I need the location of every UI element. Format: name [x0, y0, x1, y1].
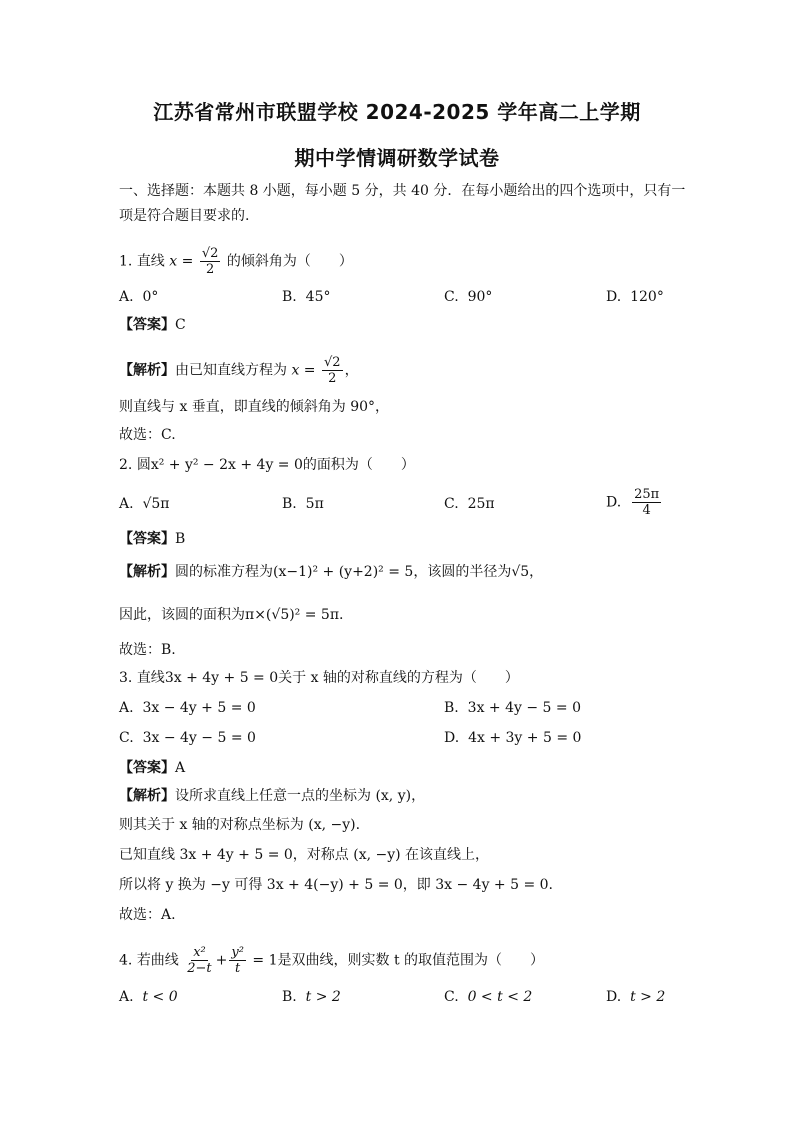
question-4-stem: 4. 若曲线 $\frac{\text{x²}}{2-t}$ + $\frac{\text{y²}}{t}$ = 1是双曲线，则实数 t 的取值范围为（ ）	[119, 945, 545, 976]
q3-analysis-line3: 已知直线 3x + 4y + 5 = 0，对称点 (x, −y) 在该直线上，	[119, 847, 490, 863]
q2-answer: 【答案】B	[119, 531, 186, 547]
question-3-stem: 3. 直线3x + 4y + 5 = 0关于 x 轴的对称直线的方程为（ ）	[119, 670, 519, 686]
fraction: $\frac{\text{y²}}{t}$	[231, 945, 244, 976]
q2-analysis-line1: 【解析】圆的标准方程为(x−1)² + (y+2)² = 5，该圆的半径为√5，	[119, 564, 544, 580]
section-intro-line1: 一、选择题：本题共 8 小题，每小题 5 分，共 40 分．在每小题给出的四个选项中，只有一	[119, 183, 686, 199]
q2-choose: 故选：B.	[119, 642, 176, 658]
q2-option-c: C. 25π	[444, 496, 495, 512]
fraction: $\frac{\text{x²}}{2-t}$	[187, 945, 212, 976]
question-2-stem: 2. 圆x² + y² − 2x + 4y = 0的面积为（ ）	[119, 457, 415, 473]
q2-option-b: B. 5π	[282, 496, 324, 512]
q4-option-c: C. 0 < t < 2	[444, 989, 533, 1005]
question-number: 1.	[119, 253, 133, 270]
q3-option-a: A. 3x − 4y + 5 = 0	[119, 700, 256, 716]
q3-option-b: B. 3x + 4y − 5 = 0	[444, 700, 581, 716]
q3-answer: 【答案】A	[119, 760, 186, 776]
q1-option-b: B. 45°	[282, 289, 331, 305]
q3-analysis-line2: 则其关于 x 轴的对称点坐标为 (x, −y).	[119, 817, 361, 833]
q4-option-a: A. t < 0	[119, 989, 178, 1005]
q1-option-a: A. 0°	[119, 289, 159, 305]
q1-option-c: C. 90°	[444, 289, 493, 305]
q1-analysis-line2: 则直线与 x 垂直，即直线的倾斜角为 90°，	[119, 399, 390, 415]
q1-answer: 【答案】C	[119, 317, 186, 333]
q1-analysis-line1: 【解析】由已知直线方程为 x = $\frac{√2}{2}$ ，	[119, 355, 359, 386]
exam-title-line2: 期中学情调研数学试卷	[294, 146, 500, 170]
fraction: $\frac{√2}{2}$	[324, 355, 341, 386]
q3-choose: 故选：A.	[119, 907, 176, 923]
q3-analysis-line1: 【解析】设所求直线上任意一点的坐标为 (x, y)，	[119, 788, 426, 804]
q2-option-d: D. $\frac{25\pi}{4}$	[606, 487, 660, 518]
exam-title-line1: 江苏省常州市联盟学校 2024-2025 学年高二上学期	[153, 100, 641, 124]
q2-option-a: A. √5π	[119, 496, 170, 512]
question-1-stem: 1. 直线 x = $\frac{√2}{2}$ 的倾斜角为（ ）	[119, 246, 353, 277]
q4-option-b: B. t > 2	[282, 989, 341, 1005]
q3-option-d: D. 4x + 3y + 5 = 0	[444, 730, 582, 746]
q1-option-d: D. 120°	[606, 289, 664, 305]
q1-choose: 故选：C.	[119, 427, 176, 443]
q4-option-d: D. t > 2	[606, 989, 666, 1005]
fraction: $\frac{25\pi}{4}$	[634, 487, 660, 518]
q2-analysis-line2: 因此，该圆的面积为π×(√5)² = 5π.	[119, 607, 344, 623]
q3-option-c: C. 3x − 4y − 5 = 0	[119, 730, 256, 746]
fraction: $\frac{√2}{2}$	[201, 246, 219, 277]
q3-analysis-line4: 所以将 y 换为 −y 可得 3x + 4(−y) + 5 = 0，即 3x − 4y + 5 = 0.	[119, 877, 554, 893]
section-intro-line2: 项是符合题目要求的.	[119, 208, 250, 224]
